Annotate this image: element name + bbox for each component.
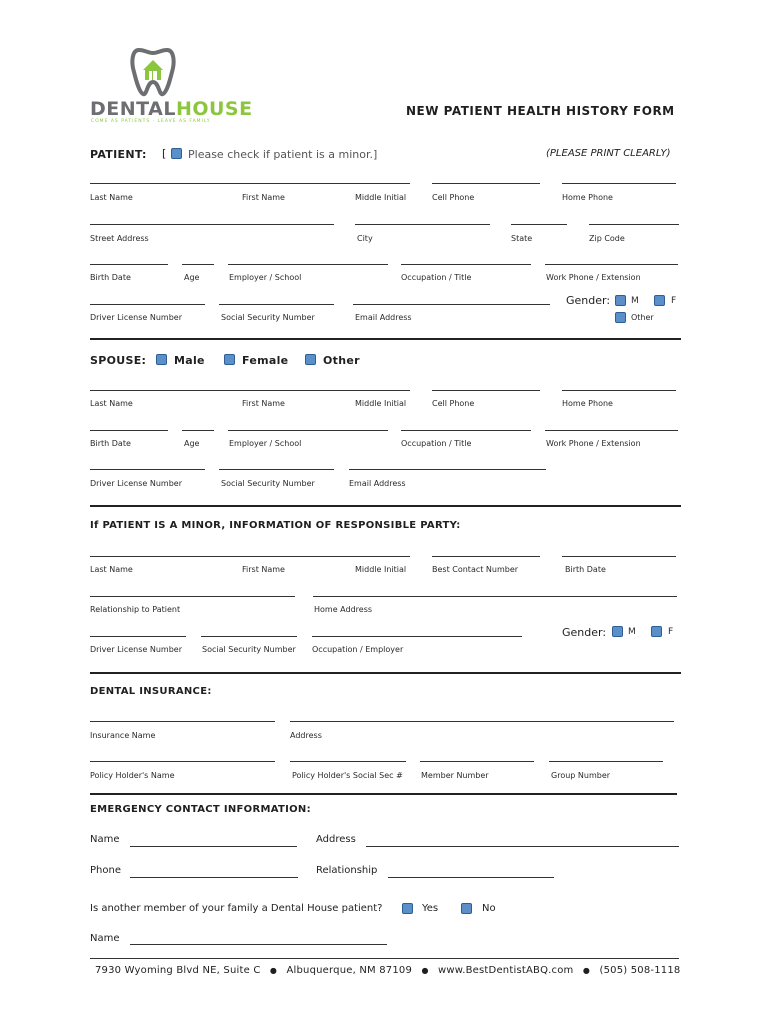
spouse-last-name-field[interactable] xyxy=(90,390,410,391)
gender-label: Gender: xyxy=(566,294,611,307)
gender-m-checkbox[interactable] xyxy=(615,295,626,306)
rp-label-home-address: Home Address xyxy=(314,605,373,614)
spouse-age-field[interactable] xyxy=(182,430,214,431)
footer-website[interactable]: www.BestDentistABQ.com xyxy=(438,965,574,976)
spouse-home-phone-field[interactable] xyxy=(562,390,676,391)
label-insurance-name: Insurance Name xyxy=(90,731,156,740)
emergency-heading: EMERGENCY CONTACT INFORMATION: xyxy=(90,804,311,815)
footer-bullet: ● xyxy=(582,966,591,975)
footer-phone: (505) 508-1118 xyxy=(599,965,681,976)
family-member-name-field[interactable] xyxy=(130,944,387,945)
cell-phone-field[interactable] xyxy=(432,183,540,184)
emergency-name-label: Name xyxy=(90,834,120,845)
footer-address: 7930 Wyoming Blvd NE, Suite C xyxy=(95,965,261,976)
city-field[interactable] xyxy=(355,224,490,225)
spouse-label-work-phone: Work Phone / Extension xyxy=(546,439,641,448)
label-email: Email Address xyxy=(355,313,412,322)
rp-relationship-field[interactable] xyxy=(90,596,295,597)
rp-driver-license-field[interactable] xyxy=(90,636,186,637)
spouse-female-checkbox[interactable] xyxy=(224,354,235,365)
emergency-phone-label: Phone xyxy=(90,865,121,876)
email-field[interactable] xyxy=(353,304,550,305)
rp-label-ssn: Social Security Number xyxy=(202,645,296,654)
rp-gender-f-label: F xyxy=(668,627,674,637)
insurance-heading: DENTAL INSURANCE: xyxy=(90,686,212,697)
emergency-name-field[interactable] xyxy=(130,846,297,847)
family-no-checkbox[interactable] xyxy=(461,903,472,914)
rp-ssn-field[interactable] xyxy=(201,636,297,637)
footer-bullet: ● xyxy=(269,966,278,975)
label-occupation: Occupation / Title xyxy=(401,273,472,282)
spouse-other-checkbox[interactable] xyxy=(305,354,316,365)
street-address-field[interactable] xyxy=(90,224,334,225)
label-birth-date: Birth Date xyxy=(90,273,131,282)
rp-home-address-field[interactable] xyxy=(313,596,677,597)
label-city: City xyxy=(357,234,373,243)
section-divider xyxy=(90,505,681,507)
rp-label-last-name: Last Name xyxy=(90,565,133,574)
minor-bracket: [ xyxy=(162,147,167,160)
emergency-address-field[interactable] xyxy=(366,846,679,847)
spouse-ssn-field[interactable] xyxy=(219,469,334,470)
spouse-label-last-name: Last Name xyxy=(90,399,133,408)
minor-checkbox[interactable] xyxy=(171,148,182,159)
print-clearly-note: (PLEASE PRINT CLEARLY) xyxy=(546,148,671,159)
spouse-male-checkbox[interactable] xyxy=(156,354,167,365)
family-member-question: Is another member of your family a Dental House patient? xyxy=(90,903,383,914)
footer-divider xyxy=(90,958,679,959)
insurance-name-field[interactable] xyxy=(90,721,275,722)
emergency-relationship-field[interactable] xyxy=(388,877,554,878)
spouse-work-phone-field[interactable] xyxy=(545,430,678,431)
rp-occupation-field[interactable] xyxy=(312,636,522,637)
label-policy-holder-ssn: Policy Holder's Social Sec # xyxy=(292,771,403,780)
rp-label-relationship: Relationship to Patient xyxy=(90,605,181,614)
gender-other-checkbox[interactable] xyxy=(615,312,626,323)
family-member-name-label: Name xyxy=(90,933,120,944)
label-last-name: Last Name xyxy=(90,193,133,202)
label-group-number: Group Number xyxy=(551,771,611,780)
driver-license-field[interactable] xyxy=(90,304,205,305)
spouse-female-label: Female xyxy=(242,354,289,367)
spouse-label-first-name: First Name xyxy=(242,399,285,408)
rp-label-first-name: First Name xyxy=(242,565,285,574)
gender-f-checkbox[interactable] xyxy=(654,295,665,306)
responsible-party-heading: If PATIENT IS A MINOR, INFORMATION OF RESPONSIBLE PARTY: xyxy=(90,520,461,531)
logo-tagline: COME AS PATIENTS · LEAVE AS FAMILY xyxy=(91,119,211,124)
zip-code-field[interactable] xyxy=(589,224,679,225)
spouse-driver-license-field[interactable] xyxy=(90,469,205,470)
spouse-label-email: Email Address xyxy=(349,479,406,488)
spouse-cell-phone-field[interactable] xyxy=(432,390,540,391)
spouse-label-employer: Employer / School xyxy=(229,439,302,448)
label-zip-code: Zip Code xyxy=(589,234,625,243)
footer-city: Albuquerque, NM 87109 xyxy=(286,965,413,976)
rp-gender-label: Gender: xyxy=(562,626,607,639)
label-ssn: Social Security Number xyxy=(221,313,315,322)
rp-label-driver-license: Driver License Number xyxy=(90,645,182,654)
gender-m-label: M xyxy=(631,296,639,306)
family-no-label: No xyxy=(482,903,496,914)
label-member-number: Member Number xyxy=(421,771,489,780)
member-number-field[interactable] xyxy=(420,761,534,762)
minor-checkbox-label: Please check if patient is a minor.] xyxy=(188,148,378,161)
rp-label-occupation: Occupation / Employer xyxy=(312,645,404,654)
rp-label-contact-number: Best Contact Number xyxy=(432,565,519,574)
section-divider xyxy=(90,672,681,674)
spouse-label-age: Age xyxy=(184,439,200,448)
insurance-address-field[interactable] xyxy=(290,721,674,722)
label-middle-initial: Middle Initial xyxy=(355,193,407,202)
label-insurance-address: Address xyxy=(290,731,322,740)
label-first-name: First Name xyxy=(242,193,285,202)
label-policy-holder-name: Policy Holder's Name xyxy=(90,771,175,780)
logo-text-house: HOUSE xyxy=(175,98,253,120)
gender-other-label: Other xyxy=(631,313,654,322)
ssn-field[interactable] xyxy=(219,304,334,305)
rp-label-middle-initial: Middle Initial xyxy=(355,565,407,574)
spouse-label-cell-phone: Cell Phone xyxy=(432,399,475,408)
home-phone-field[interactable] xyxy=(562,183,676,184)
spouse-birth-date-field[interactable] xyxy=(90,430,168,431)
footer-bullet: ● xyxy=(421,966,429,975)
label-age: Age xyxy=(184,273,200,282)
spouse-heading: SPOUSE: xyxy=(90,354,147,367)
work-phone-field[interactable] xyxy=(545,264,678,265)
last-name-field[interactable] xyxy=(90,183,410,184)
spouse-occupation-field[interactable] xyxy=(401,430,531,431)
spouse-other-label: Other xyxy=(323,354,360,367)
policy-holder-name-field[interactable] xyxy=(90,761,275,762)
age-field[interactable] xyxy=(182,264,214,265)
section-divider xyxy=(90,338,681,340)
state-field[interactable] xyxy=(511,224,567,225)
family-yes-checkbox[interactable] xyxy=(402,903,413,914)
spouse-label-middle-initial: Middle Initial xyxy=(355,399,407,408)
label-cell-phone: Cell Phone xyxy=(432,193,475,202)
label-state: State xyxy=(511,234,533,243)
rp-gender-f-checkbox[interactable] xyxy=(651,626,662,637)
spouse-label-driver-license: Driver License Number xyxy=(90,479,182,488)
gender-f-label: F xyxy=(671,296,677,306)
rp-gender-m-label: M xyxy=(628,627,636,637)
group-number-field[interactable] xyxy=(549,761,663,762)
label-driver-license: Driver License Number xyxy=(90,313,182,322)
birth-date-field[interactable] xyxy=(90,264,168,265)
rp-birth-date-field[interactable] xyxy=(562,556,676,557)
footer xyxy=(95,965,680,976)
spouse-email-field[interactable] xyxy=(349,469,546,470)
spouse-label-ssn: Social Security Number xyxy=(221,479,315,488)
emergency-relationship-label: Relationship xyxy=(316,865,378,876)
rp-contact-number-field[interactable] xyxy=(432,556,540,557)
label-work-phone: Work Phone / Extension xyxy=(546,273,641,282)
section-divider xyxy=(90,793,677,795)
emergency-phone-field[interactable] xyxy=(130,877,298,878)
patient-heading: PATIENT: xyxy=(90,148,147,161)
policy-holder-ssn-field[interactable] xyxy=(290,761,406,762)
label-employer: Employer / School xyxy=(229,273,302,282)
occupation-field[interactable] xyxy=(401,264,531,265)
spouse-male-label: Male xyxy=(174,354,205,367)
spouse-label-birth-date: Birth Date xyxy=(90,439,131,448)
rp-label-birth-date: Birth Date xyxy=(565,565,606,574)
label-home-phone: Home Phone xyxy=(562,193,613,202)
rp-gender-m-checkbox[interactable] xyxy=(612,626,623,637)
logo-text-dental: DENTAL xyxy=(90,98,176,120)
logo xyxy=(90,44,253,126)
employer-field[interactable] xyxy=(228,264,388,265)
tooth-house-logo-icon xyxy=(130,44,176,98)
spouse-label-occupation: Occupation / Title xyxy=(401,439,472,448)
emergency-address-label: Address xyxy=(316,834,356,845)
family-yes-label: Yes xyxy=(422,903,439,914)
rp-last-name-field[interactable] xyxy=(90,556,410,557)
form-title: NEW PATIENT HEALTH HISTORY FORM xyxy=(406,104,675,118)
spouse-label-home-phone: Home Phone xyxy=(562,399,613,408)
spouse-employer-field[interactable] xyxy=(228,430,388,431)
label-street-address: Street Address xyxy=(90,234,149,243)
